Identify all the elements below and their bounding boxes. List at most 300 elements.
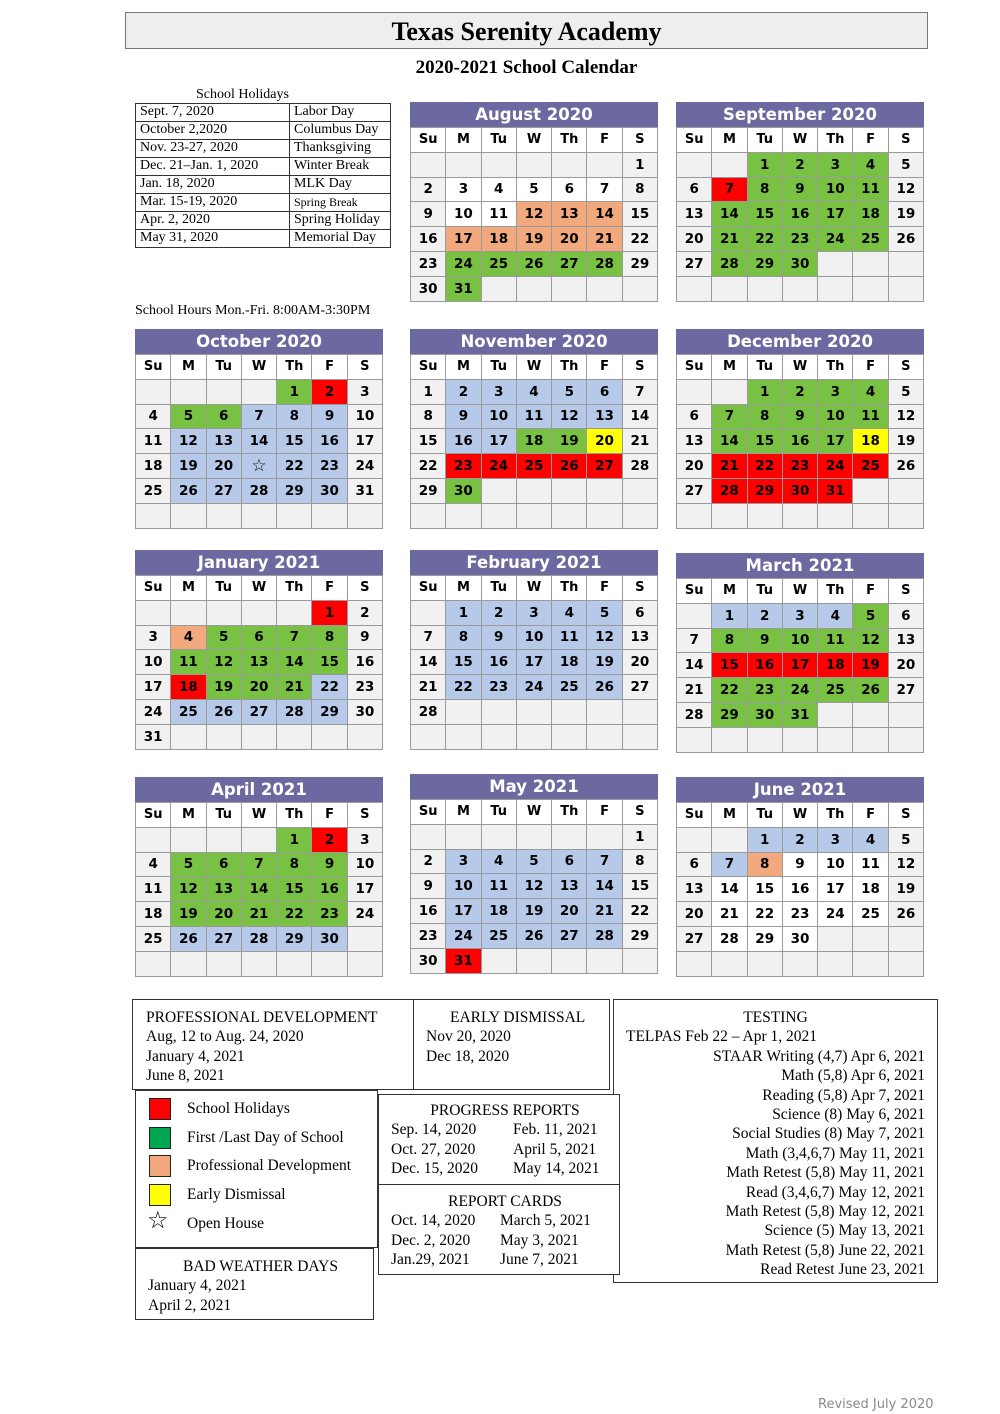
weekday-label: M: [171, 576, 206, 601]
day-cell: 22: [277, 902, 312, 927]
day-cell: 26: [516, 923, 551, 948]
weekday-label: W: [782, 579, 817, 604]
day-cell: 1: [446, 600, 481, 625]
day-cell: 20: [552, 899, 587, 924]
bad-weather-date: January 4, 2021: [148, 1277, 247, 1295]
day-cell: 20: [206, 902, 241, 927]
day-cell: 8: [446, 625, 481, 650]
weekday-label: Tu: [206, 576, 241, 601]
empty-day-cell: [552, 724, 587, 749]
day-cell: 10: [446, 874, 481, 899]
day-cell: 12: [516, 874, 551, 899]
day-cell: 17: [446, 899, 481, 924]
week-row: [136, 675, 383, 700]
day-cell: 27: [888, 678, 923, 703]
day-cell: 5: [888, 152, 923, 177]
day-cell: 4: [516, 379, 551, 404]
day-cell: 24: [446, 251, 481, 276]
month-title: April 2021: [135, 777, 383, 802]
empty-day-cell: [516, 503, 551, 528]
month-june-2021: [676, 777, 924, 977]
week-row: [411, 724, 658, 749]
day-cell: 1: [411, 379, 446, 404]
day-cell: 29: [622, 923, 657, 948]
day-cell: 9: [411, 874, 446, 899]
day-cell: 2: [411, 177, 446, 202]
day-cell: 11: [853, 852, 888, 877]
empty-day-cell: [171, 951, 206, 976]
holiday-date: May 31, 2020: [136, 230, 290, 248]
day-cell: 31: [446, 276, 481, 301]
weekday-header-row: [411, 800, 658, 825]
day-cell: 3: [818, 379, 853, 404]
empty-day-cell: [516, 724, 551, 749]
empty-day-cell: [782, 276, 817, 301]
day-cell: 1: [622, 152, 657, 177]
holiday-name: Thanksgiving: [290, 140, 391, 158]
day-cell: 26: [587, 675, 622, 700]
day-cell: 13: [206, 429, 241, 454]
day-cell: 4: [481, 849, 516, 874]
day-cell: 19: [587, 650, 622, 675]
holiday-name: Spring Holiday: [290, 212, 391, 230]
month-grid: [676, 802, 924, 977]
day-cell: 24: [516, 675, 551, 700]
day-cell: 6: [622, 600, 657, 625]
empty-day-cell: [677, 603, 712, 628]
day-cell: 22: [622, 899, 657, 924]
week-row: [411, 404, 658, 429]
weekday-label: Su: [411, 355, 446, 380]
day-cell: 29: [747, 926, 782, 951]
week-row: [136, 724, 383, 749]
day-cell: 6: [552, 177, 587, 202]
day-cell: 9: [446, 404, 481, 429]
empty-day-cell: [622, 699, 657, 724]
day-cell: 20: [677, 227, 712, 252]
weekday-label: S: [888, 579, 923, 604]
day-cell: 16: [747, 653, 782, 678]
month-grid: [676, 354, 924, 529]
empty-day-cell: [853, 951, 888, 976]
empty-day-cell: [206, 600, 241, 625]
day-cell: 10: [347, 404, 382, 429]
empty-day-cell: [747, 276, 782, 301]
weekday-label: Tu: [481, 800, 516, 825]
weekday-label: M: [446, 800, 481, 825]
day-cell: 21: [712, 227, 747, 252]
weekday-label: M: [446, 128, 481, 153]
day-cell: 13: [677, 877, 712, 902]
weekday-label: Su: [411, 128, 446, 153]
week-row: [677, 877, 924, 902]
weekday-header-row: [411, 576, 658, 601]
weekday-label: Tu: [206, 803, 241, 828]
empty-day-cell: [888, 503, 923, 528]
day-cell: 13: [206, 877, 241, 902]
day-cell: 28: [241, 478, 276, 503]
empty-day-cell: [818, 276, 853, 301]
day-cell: 6: [241, 625, 276, 650]
day-cell: 25: [853, 454, 888, 479]
empty-day-cell: [587, 152, 622, 177]
day-cell: 17: [818, 429, 853, 454]
day-cell: 22: [277, 454, 312, 479]
day-cell: 14: [241, 429, 276, 454]
month-january-2021: [135, 550, 383, 750]
month-november-2020: [410, 329, 658, 529]
day-cell: 19: [853, 653, 888, 678]
empty-day-cell: [171, 724, 206, 749]
day-cell: 11: [171, 650, 206, 675]
report-card-date: June 7, 2021: [500, 1251, 579, 1269]
weekday-label: S: [622, 128, 657, 153]
day-cell: 7: [712, 177, 747, 202]
holiday-date: Dec. 21–Jan. 1, 2020: [136, 158, 290, 176]
empty-day-cell: [241, 379, 276, 404]
month-october-2020: [135, 329, 383, 529]
peach-swatch-icon: [149, 1155, 171, 1177]
weekday-label: Th: [277, 576, 312, 601]
empty-day-cell: [171, 503, 206, 528]
day-cell: 9: [312, 852, 347, 877]
empty-day-cell: [888, 951, 923, 976]
empty-day-cell: [277, 600, 312, 625]
day-cell: 28: [712, 926, 747, 951]
day-cell: 7: [277, 625, 312, 650]
day-cell: 14: [712, 877, 747, 902]
holiday-row: [136, 122, 391, 140]
legend-label: Professional Development: [187, 1157, 352, 1175]
day-cell: 18: [171, 675, 206, 700]
week-row: [411, 177, 658, 202]
empty-day-cell: [712, 951, 747, 976]
day-cell: 27: [206, 478, 241, 503]
day-cell: 17: [818, 202, 853, 227]
day-cell: 5: [888, 379, 923, 404]
week-row: [411, 899, 658, 924]
empty-day-cell: [712, 727, 747, 752]
weekday-label: W: [241, 576, 276, 601]
day-cell: 3: [782, 603, 817, 628]
report-card-date: March 5, 2021: [500, 1212, 591, 1230]
week-row: [411, 824, 658, 849]
day-cell: 17: [782, 653, 817, 678]
day-cell: 3: [516, 600, 551, 625]
empty-day-cell: [411, 600, 446, 625]
weekday-label: W: [782, 355, 817, 380]
day-cell: 4: [171, 625, 206, 650]
bad-weather-box: [135, 1248, 374, 1320]
day-cell: 10: [818, 852, 853, 877]
empty-day-cell: [587, 503, 622, 528]
day-cell: 18: [552, 650, 587, 675]
day-cell: 2: [747, 603, 782, 628]
day-cell: 11: [516, 404, 551, 429]
day-cell: 3: [347, 827, 382, 852]
weekday-header-row: [677, 355, 924, 380]
empty-day-cell: [818, 727, 853, 752]
weekday-header-row: [677, 803, 924, 828]
day-cell: 2: [446, 379, 481, 404]
weekday-label: S: [347, 576, 382, 601]
day-cell: 13: [888, 628, 923, 653]
empty-day-cell: [622, 478, 657, 503]
empty-day-cell: [552, 824, 587, 849]
holiday-row: [136, 140, 391, 158]
empty-day-cell: [481, 724, 516, 749]
week-row: [677, 429, 924, 454]
weekday-label: Th: [818, 803, 853, 828]
weekday-label: W: [782, 128, 817, 153]
day-cell: 23: [446, 454, 481, 479]
professional-development-heading: PROFESSIONAL DEVELOPMENT: [146, 1009, 378, 1026]
day-cell: 30: [411, 276, 446, 301]
day-cell: 3: [347, 379, 382, 404]
day-cell: 11: [136, 429, 171, 454]
day-cell: 22: [446, 675, 481, 700]
empty-day-cell: [411, 503, 446, 528]
day-cell: 5: [853, 603, 888, 628]
week-row: [411, 600, 658, 625]
day-cell: 30: [446, 478, 481, 503]
week-row: [136, 902, 383, 927]
progress-date: April 5, 2021: [513, 1140, 597, 1158]
week-row: [136, 877, 383, 902]
month-grid: [410, 127, 658, 302]
empty-day-cell: [552, 276, 587, 301]
day-cell: 7: [712, 852, 747, 877]
empty-day-cell: [516, 824, 551, 849]
weekday-label: F: [587, 355, 622, 380]
report-cards-table: [391, 1211, 591, 1269]
month-title: May 2021: [410, 774, 658, 799]
holiday-name: Memorial Day: [290, 230, 391, 248]
day-cell: 30: [312, 478, 347, 503]
empty-day-cell: [411, 152, 446, 177]
revised-note: Revised July 2020: [818, 1397, 934, 1412]
day-cell: 11: [481, 202, 516, 227]
day-cell: 31: [347, 478, 382, 503]
day-cell: 7: [677, 628, 712, 653]
day-cell: 2: [312, 379, 347, 404]
school-hours: School Hours Mon.-Fri. 8:00AM-3:30PM: [135, 303, 371, 318]
week-row: [677, 852, 924, 877]
day-cell: 11: [481, 874, 516, 899]
day-cell: 26: [171, 478, 206, 503]
day-cell: 10: [347, 852, 382, 877]
holiday-row: [136, 230, 391, 248]
day-cell: 11: [818, 628, 853, 653]
day-cell: 4: [818, 603, 853, 628]
week-row: [411, 202, 658, 227]
holiday-row: [136, 194, 391, 212]
empty-day-cell: [587, 276, 622, 301]
week-row: [136, 404, 383, 429]
empty-day-cell: [888, 926, 923, 951]
day-cell: 6: [677, 177, 712, 202]
empty-day-cell: [446, 503, 481, 528]
month-grid: [410, 799, 658, 974]
holiday-name: Labor Day: [290, 104, 391, 122]
week-row: [136, 926, 383, 951]
day-cell: 30: [411, 948, 446, 973]
weekday-label: W: [241, 803, 276, 828]
day-cell: 3: [818, 827, 853, 852]
day-cell: 14: [712, 202, 747, 227]
month-title: February 2021: [410, 550, 658, 575]
day-cell: 19: [516, 227, 551, 252]
day-cell: 25: [136, 926, 171, 951]
week-row: [136, 429, 383, 454]
day-cell: 12: [552, 404, 587, 429]
day-cell: 16: [481, 650, 516, 675]
day-cell: 27: [552, 251, 587, 276]
weekday-header-row: [677, 128, 924, 153]
day-cell: 8: [622, 177, 657, 202]
week-row: [411, 251, 658, 276]
day-cell: 27: [622, 675, 657, 700]
testing-line: Science (8) May 6, 2021: [772, 1106, 925, 1124]
day-cell: 8: [747, 404, 782, 429]
weekday-label: S: [622, 576, 657, 601]
day-cell: 2: [782, 379, 817, 404]
empty-day-cell: [277, 724, 312, 749]
testing-line: TELPAS Feb 22 – Apr 1, 2021: [626, 1028, 818, 1046]
day-cell: 21: [712, 902, 747, 927]
pd-date: June 8, 2021: [146, 1067, 225, 1085]
day-cell: 16: [782, 202, 817, 227]
day-cell: 2: [411, 849, 446, 874]
legend-item-open-house: [147, 1205, 377, 1239]
day-cell: [241, 454, 276, 479]
week-row: [136, 625, 383, 650]
pd-date: January 4, 2021: [146, 1047, 245, 1065]
empty-day-cell: [712, 379, 747, 404]
day-cell: 19: [171, 902, 206, 927]
week-row: [677, 702, 924, 727]
week-row: [136, 600, 383, 625]
day-cell: 31: [136, 724, 171, 749]
day-cell: 15: [747, 877, 782, 902]
day-cell: 26: [888, 902, 923, 927]
week-row: [677, 653, 924, 678]
day-cell: 30: [782, 926, 817, 951]
day-cell: 4: [552, 600, 587, 625]
day-cell: 5: [552, 379, 587, 404]
weekday-label: Su: [411, 576, 446, 601]
progress-date: Feb. 11, 2021: [513, 1121, 598, 1139]
day-cell: 26: [888, 227, 923, 252]
day-cell: 21: [622, 429, 657, 454]
day-cell: 9: [481, 625, 516, 650]
weekday-header-row: [136, 355, 383, 380]
empty-day-cell: [241, 724, 276, 749]
day-cell: 9: [782, 852, 817, 877]
weekday-label: F: [853, 579, 888, 604]
day-cell: 29: [277, 478, 312, 503]
legend-item-early-dismissal: [147, 1181, 377, 1210]
day-cell: 14: [622, 404, 657, 429]
month-grid: [676, 578, 924, 753]
day-cell: 19: [206, 675, 241, 700]
day-cell: 28: [712, 478, 747, 503]
day-cell: 10: [818, 404, 853, 429]
day-cell: 9: [782, 404, 817, 429]
week-row: [677, 276, 924, 301]
day-cell: 25: [853, 902, 888, 927]
progress-date: May 14, 2021: [513, 1160, 600, 1178]
progress-reports-heading: PROGRESS REPORTS: [430, 1102, 580, 1119]
month-title: November 2020: [410, 329, 658, 354]
week-row: [136, 852, 383, 877]
week-row: [411, 675, 658, 700]
testing-line: Math Retest (5,8) May 12, 2021: [725, 1203, 925, 1221]
empty-day-cell: [312, 951, 347, 976]
day-cell: 1: [747, 379, 782, 404]
day-cell: 7: [587, 177, 622, 202]
day-cell: 1: [712, 603, 747, 628]
holiday-row: [136, 212, 391, 230]
day-cell: 14: [587, 202, 622, 227]
day-cell: 15: [312, 650, 347, 675]
star-icon: ☆: [147, 1205, 169, 1234]
day-cell: 15: [622, 874, 657, 899]
testing-line: Math Retest (5,8) June 22, 2021: [725, 1241, 925, 1259]
day-cell: 8: [277, 852, 312, 877]
day-cell: 31: [782, 702, 817, 727]
day-cell: 14: [277, 650, 312, 675]
day-cell: 9: [411, 202, 446, 227]
day-cell: 20: [552, 227, 587, 252]
weekday-label: Th: [818, 128, 853, 153]
day-cell: 26: [206, 699, 241, 724]
day-cell: 10: [516, 625, 551, 650]
weekday-label: Th: [552, 128, 587, 153]
day-cell: 28: [277, 699, 312, 724]
week-row: [677, 202, 924, 227]
day-cell: 6: [677, 852, 712, 877]
day-cell: 15: [622, 202, 657, 227]
empty-day-cell: [747, 727, 782, 752]
empty-day-cell: [446, 699, 481, 724]
empty-day-cell: [171, 379, 206, 404]
weekday-label: F: [587, 800, 622, 825]
week-row: [677, 603, 924, 628]
day-cell: 5: [171, 852, 206, 877]
day-cell: 8: [411, 404, 446, 429]
day-cell: 15: [747, 202, 782, 227]
report-cards-heading: REPORT CARDS: [448, 1193, 562, 1210]
weekday-label: F: [312, 803, 347, 828]
empty-day-cell: [552, 503, 587, 528]
day-cell: 19: [552, 429, 587, 454]
week-row: [677, 628, 924, 653]
week-row: [136, 454, 383, 479]
legend-box: [135, 1090, 378, 1248]
empty-day-cell: [481, 699, 516, 724]
day-cell: 29: [747, 251, 782, 276]
empty-day-cell: [241, 827, 276, 852]
day-cell: 24: [818, 454, 853, 479]
month-grid: [676, 127, 924, 302]
day-cell: 6: [587, 379, 622, 404]
empty-day-cell: [516, 152, 551, 177]
week-row: [411, 948, 658, 973]
empty-day-cell: [818, 702, 853, 727]
week-row: [136, 827, 383, 852]
week-row: [411, 379, 658, 404]
